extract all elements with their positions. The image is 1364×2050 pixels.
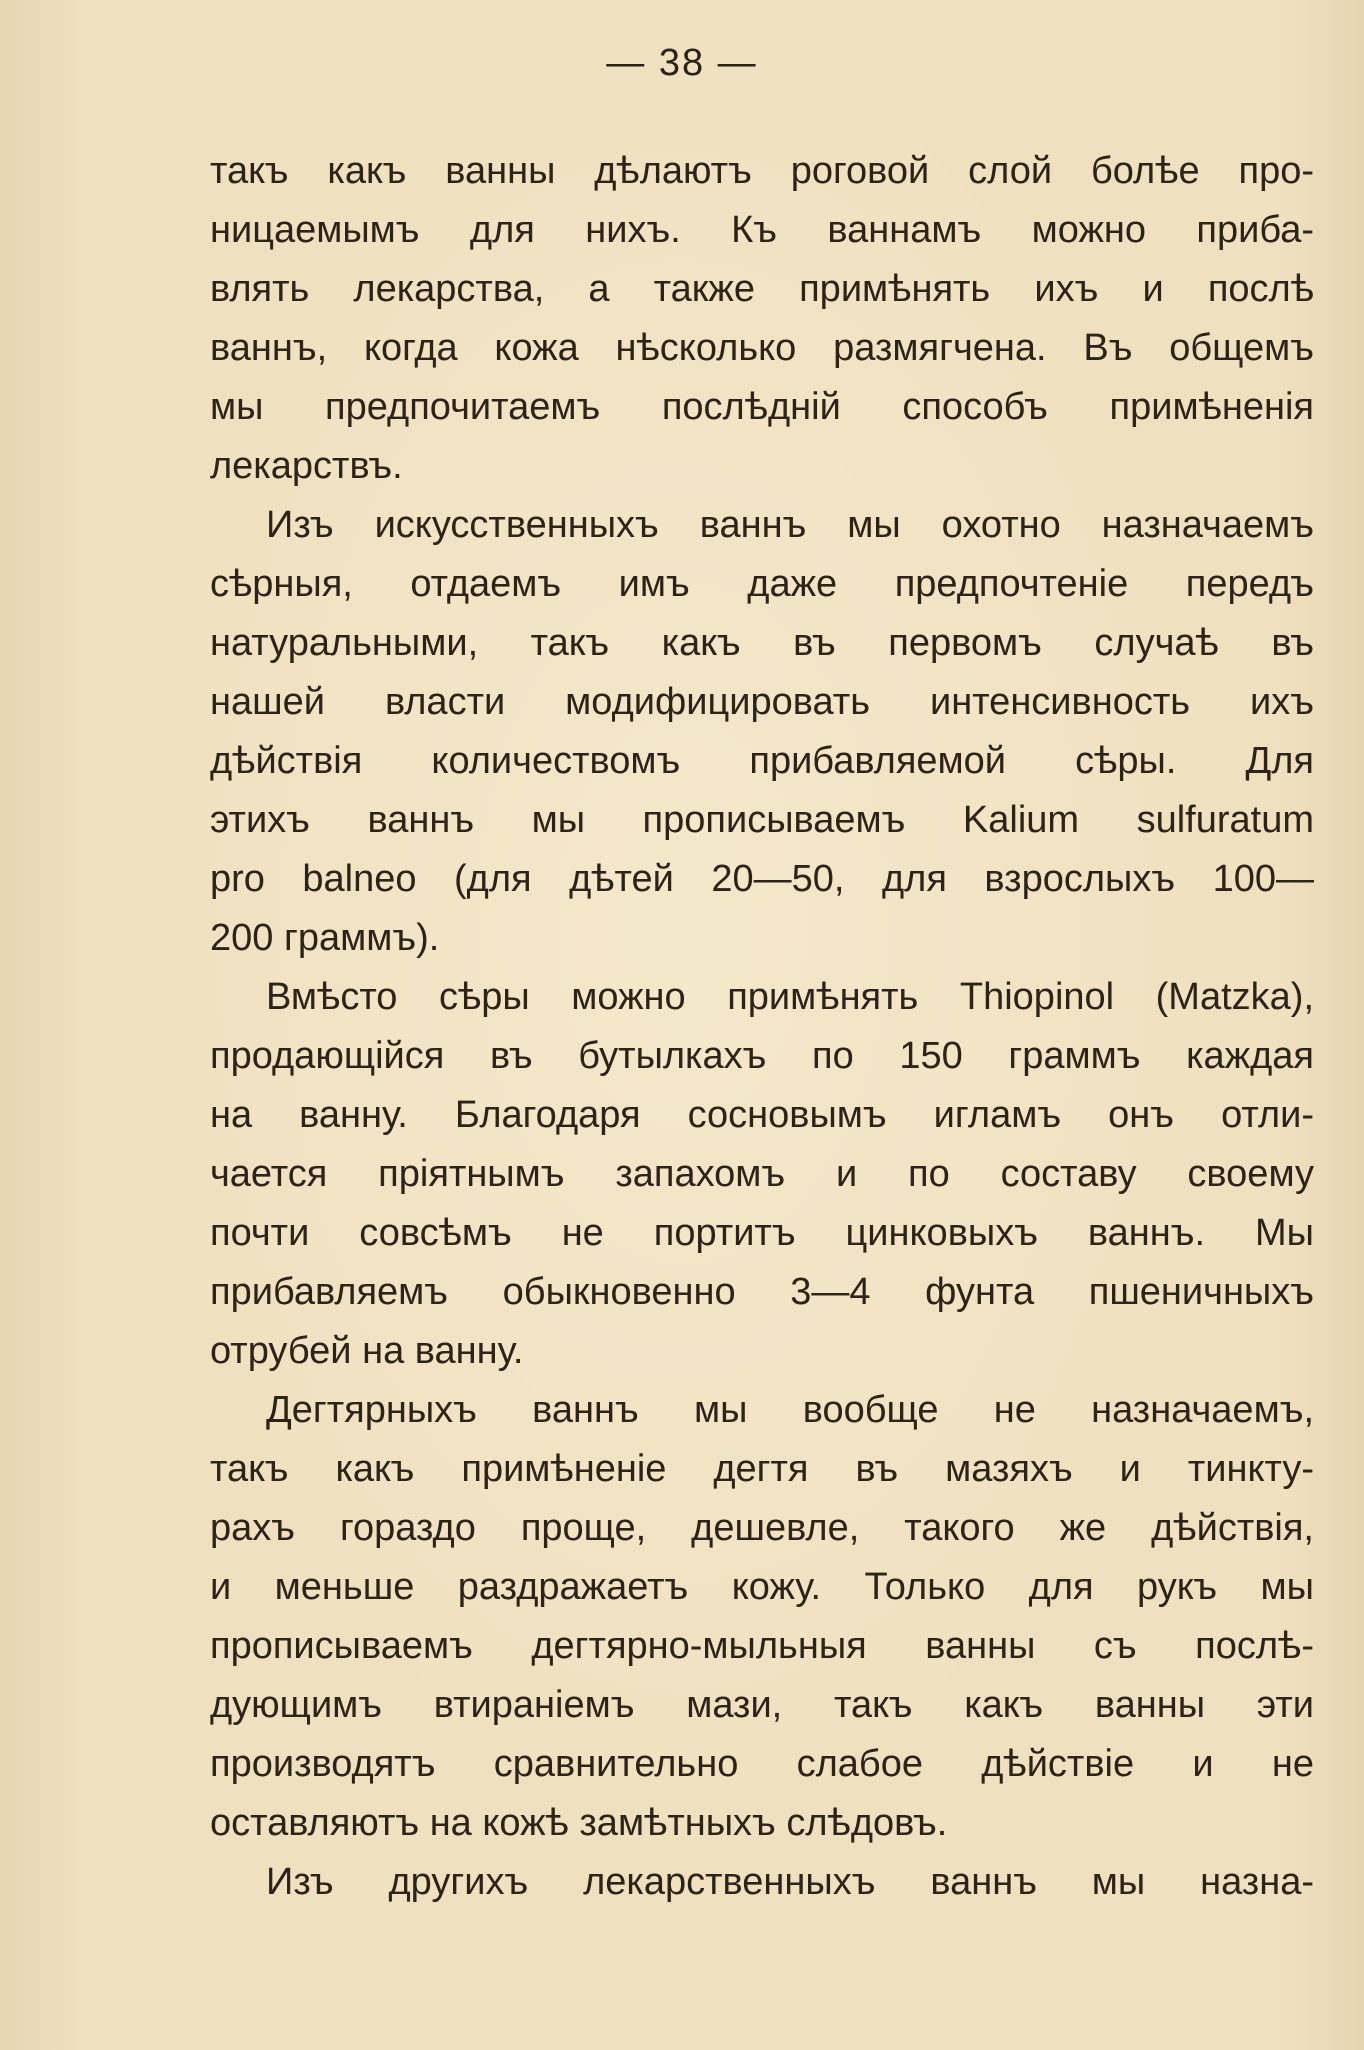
text-line: ницаемымъ для нихъ. Къ ваннамъ можно приба-	[210, 209, 1314, 251]
text-line: натуральными, такъ какъ въ первомъ случаѣ въ	[210, 622, 1314, 664]
text-line: оставляютъ на кожѣ замѣтныхъ слѣдовъ.	[210, 1802, 948, 1844]
page-number: — 38 —	[606, 42, 758, 84]
text-line: рахъ гораздо проще, дешевле, такого же дѣйствія,	[210, 1507, 1314, 1549]
paragraph	[210, 1853, 1314, 1912]
text-line: дующимъ втираніемъ мази, такъ какъ ванны эти	[210, 1684, 1314, 1726]
text-line: прописываемъ дегтярно-мыльныя ванны съ послѣ-	[210, 1625, 1314, 1667]
text-line: и меньше раздражаетъ кожу. Только для рукъ мы	[210, 1566, 1314, 1608]
text-line: ваннъ, когда кожа нѣсколько размягчена. Въ общемъ	[210, 327, 1314, 369]
text-line: мы предпочитаемъ послѣдній способъ примѣненія	[210, 386, 1314, 428]
text-line: такъ какъ примѣненіе дегтя въ мазяхъ и тинкту-	[210, 1448, 1314, 1490]
text-line: продающійся въ бутылкахъ по 150 граммъ каждая	[210, 1035, 1314, 1077]
text-line: сѣрныя, отдаемъ имъ даже предпочтеніе передъ	[210, 563, 1314, 605]
text-line: дѣйствія количествомъ прибавляемой сѣры. Для	[210, 740, 1314, 782]
paragraph	[210, 142, 1314, 496]
text-line: отрубей на ванну.	[210, 1330, 524, 1372]
paragraph	[210, 1381, 1314, 1853]
text-line: нашей власти модифицировать интенсивность ихъ	[210, 681, 1314, 723]
text-line: Изъ другихъ лекарственныхъ ваннъ мы назна-	[266, 1861, 1314, 1903]
paragraph	[210, 496, 1314, 968]
text-line: такъ какъ ванны дѣлаютъ роговой слой болѣе про-	[210, 150, 1314, 192]
text-line: влять лекарства, а также примѣнять ихъ и послѣ	[210, 268, 1314, 310]
text-line: Изъ искусственныхъ ваннъ мы охотно назначаемъ	[266, 504, 1314, 546]
text-line: почти совсѣмъ не портитъ цинковыхъ ваннъ. Мы	[210, 1212, 1314, 1254]
text-line: 200 граммъ).	[210, 917, 440, 959]
paragraph	[210, 968, 1314, 1381]
text-line: на ванну. Благодаря сосновымъ игламъ онъ отли-	[210, 1094, 1314, 1136]
body-text	[210, 142, 1314, 1912]
text-line: Дегтярныхъ ваннъ мы вообще не назначаемъ,	[266, 1389, 1314, 1431]
text-line: лекарствъ.	[210, 445, 403, 487]
text-line: чается пріятнымъ запахомъ и по составу своему	[210, 1153, 1314, 1195]
text-line: прибавляемъ обыкновенно 3—4 фунта пшеничныхъ	[210, 1271, 1314, 1313]
text-line: этихъ ваннъ мы прописываемъ Kalium sulfuratum	[210, 799, 1314, 841]
text-line: Вмѣсто сѣры можно примѣнять Thiopinol (Matzka),	[266, 976, 1314, 1018]
text-line: pro balneo (для дѣтей 20—50, для взрослыхъ 100—	[210, 858, 1314, 900]
text-line: производятъ сравнительно слабое дѣйствіе и не	[210, 1743, 1314, 1785]
